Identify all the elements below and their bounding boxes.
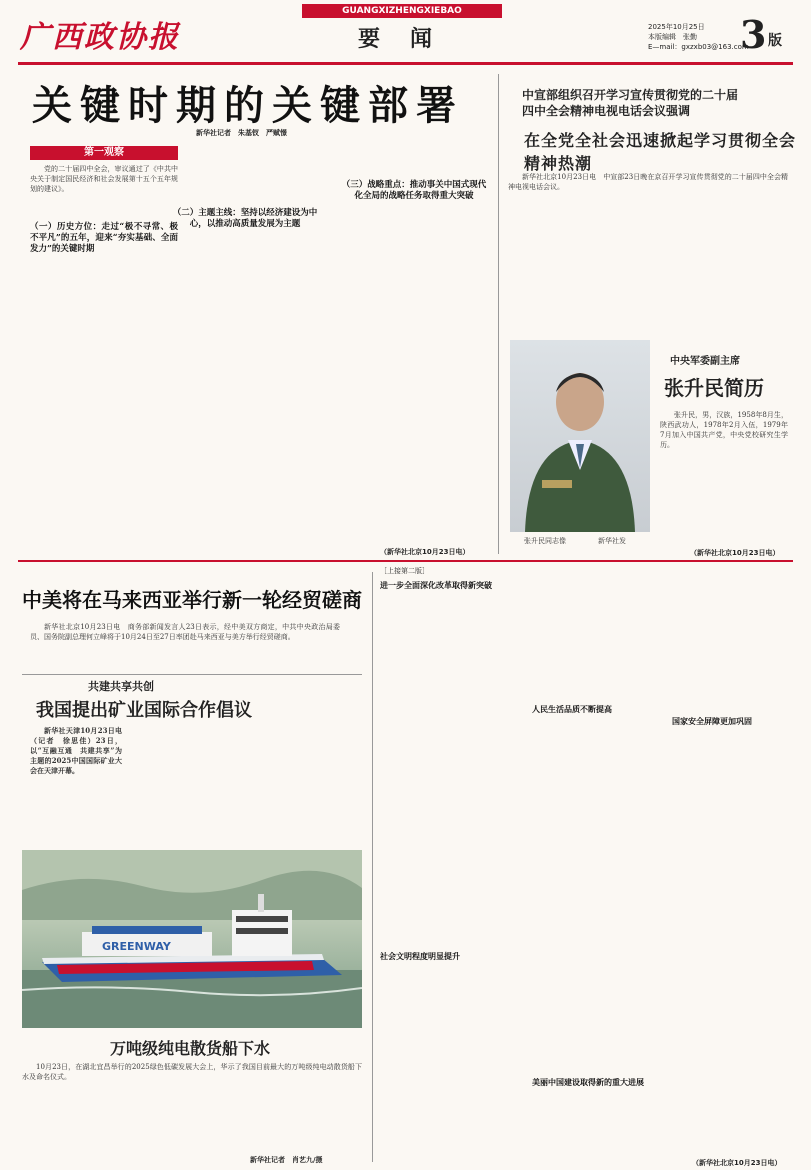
vice-title: 张升民简历 [664, 376, 764, 400]
lead-intro: 党的二十届四中全会，审议通过了《中共中央关于制定国民经济和社会发展第十五个五年规划的建议》。 [30, 165, 178, 193]
reform-col-2 [532, 580, 662, 1160]
page-editor: 本版编辑 张勤 [648, 33, 697, 41]
lead-sub2: （二）主题主线：坚持以经济建设为中心，以推动高质量发展为主题 [172, 208, 318, 229]
lead-col-3 [340, 146, 488, 554]
reform-label: ［上接第二版］ [380, 567, 429, 575]
portrait-figure [510, 340, 650, 532]
page-number: 3 [740, 12, 767, 57]
ship-illustration [22, 850, 362, 1028]
lead-sub1: （一）历史方位：走过“极不寻常、极不平凡”的五年，迎来“夯实基础、全面发力”的关键时期 [30, 222, 178, 254]
portrait-caption-left: 张升民同志像 [524, 537, 566, 545]
ship-caption: 10月23日，在湖北宜昌举行的2025绿色低碳发展大会上，华示了我国目前最大的万吨级纯电动散货船下水及命名仪式。 [22, 1063, 362, 1081]
coop-intro: 新华社天津10月23日电（记者 徐思佳）23日，以“互融互通 共建共享”为主题的2025中国国际矿业大会在天津开幕。 [30, 726, 122, 775]
page-suffix: 版 [768, 33, 782, 49]
reform-col-3 [672, 580, 790, 1160]
section-title: 要 闻 [358, 26, 437, 52]
reform-sub3: 人民生活品质不断提高 [532, 704, 612, 714]
vice-intro: 张升民，男，汉族，1958年8月生，陕西武功人，1978年2月入伍，1979年7月加入中国共产党，中央党校研究生学历。 [660, 411, 788, 449]
plenum-title: 在全党全社会迅速掀起学习贯彻全会精神热潮 [524, 131, 797, 173]
masthead [0, 0, 811, 70]
coop-title: 我国提出矿业国际合作倡议 [36, 700, 252, 721]
masthead-rule [18, 62, 793, 65]
vice-body [660, 410, 788, 535]
lead-col-2 [170, 146, 320, 554]
masthead-logo: 广西政协报 [20, 20, 180, 55]
lead-title: 关键时期的关键部署 [32, 82, 464, 129]
issue-date: 2025年10月25日 [648, 23, 705, 31]
lower-divider [372, 572, 373, 1162]
ship-caption-box [22, 1062, 362, 1130]
hull-name: GREENWAY [102, 940, 171, 953]
reform-sub2: 社会文明程度明显提升 [380, 951, 460, 961]
ship-title: 万吨级纯电散货船下水 [110, 1039, 271, 1058]
vice-portrait [510, 340, 650, 532]
lead-sub3: （三）战略重点：推动事关中国式现代化全局的战略任务取得重大突破 [341, 180, 487, 201]
drill-body [30, 622, 340, 668]
vice-label: 中央军委副主席 [670, 356, 740, 367]
col-divider [498, 74, 499, 554]
reform-col-1 [380, 580, 520, 1160]
masthead-pinyin: GUANGXIZHENGXIEBAO [302, 4, 502, 18]
lead-part-label: 第一观察 [30, 146, 178, 160]
reform-sub5: 国家安全屏障更加巩固 [672, 716, 752, 726]
coop-label: 共建共享共创 [88, 680, 154, 693]
portrait-caption-right: 新华社发 [598, 537, 626, 545]
plenum-head2: 四中全会精神电视电话会议强调 [522, 104, 691, 118]
drill-intro: 新华社北京10月23日电 商务部新闻发言人23日表示，经中美双方商定，中共中央政治局委员、国务院副总理何立峰将于10月24日至27日率团赴马来西亚与美方举行经贸磋商。 [30, 623, 340, 641]
ship-credit: 新华社记者 肖艺九/摄 [250, 1156, 323, 1164]
plenum-body [508, 172, 788, 350]
reform-sub1: 进一步全面深化改革取得新突破 [380, 580, 492, 590]
drill-title: 中美将在马来西亚举行新一轮经贸磋商 [22, 588, 362, 612]
plenum-head1: 中宣部组织召开学习宣传贯彻党的二十届 [522, 88, 739, 102]
drill-rule [22, 674, 362, 675]
plenum-intro: 新华社北京10月23日电 中宣部23日晚在京召开学习宣传贯彻党的二十届四中全会精神电视电话会议。 [508, 173, 788, 191]
ship-photo [22, 850, 362, 1028]
coop-col-1 [30, 726, 122, 842]
lead-byline: 新华社记者 朱基钗 严赋憬 [196, 129, 287, 137]
vice-dateline: （新华社北京10月23日电） [690, 549, 780, 557]
plenum-dateline: （新华社北京10月23日电） [380, 548, 470, 556]
contact-email: E—mail：gxzxb03@163.com [648, 43, 749, 51]
lead-col-1 [30, 164, 178, 554]
reform-dateline: （新华社北京10月23日电） [692, 1159, 782, 1167]
reform-sub4: 美丽中国建设取得新的重大进展 [532, 1077, 644, 1087]
mid-rule [18, 560, 793, 562]
